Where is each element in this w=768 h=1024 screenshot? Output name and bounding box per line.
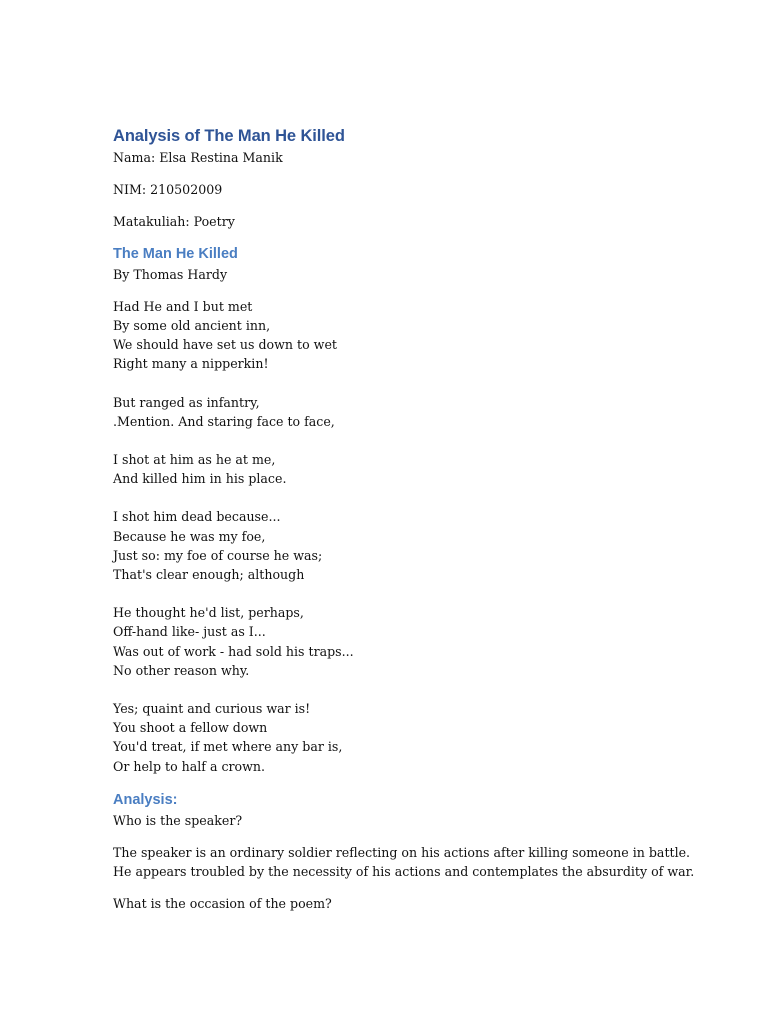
poem-line: And killed him in his place. xyxy=(113,471,287,487)
poem-line: Just so: my foe of course he was; xyxy=(113,547,323,563)
poem-stanza xyxy=(113,297,673,374)
poem-line: .Mention. And staring face to face, xyxy=(113,413,335,429)
poem-stanza xyxy=(113,699,673,776)
poem-line: No other reason why. xyxy=(113,662,250,678)
poem-stanza xyxy=(113,450,673,488)
student-nim: NIM: 210502009 xyxy=(113,182,223,198)
poem-stanza xyxy=(113,393,673,431)
analysis-heading: Analysis: xyxy=(113,791,178,808)
poem-line: We should have set us down to wet xyxy=(113,337,337,353)
analysis-answer-line: The speaker is an ordinary soldier reflecting on his actions after killing someone in battle. xyxy=(113,845,691,861)
poem-line: But ranged as infantry, xyxy=(113,394,260,410)
student-name: Nama: Elsa Restina Manik xyxy=(113,150,283,165)
poem-heading: The Man He Killed xyxy=(113,245,238,262)
poem-line: He thought he'd list, perhaps, xyxy=(113,605,304,621)
poem-line: Right many a nipperkin! xyxy=(113,356,269,372)
poem-line: Was out of work - had sold his traps... xyxy=(113,643,354,659)
poem-line: Off-hand like- just as I... xyxy=(113,624,266,640)
poem-line: You shoot a fellow down xyxy=(113,720,268,736)
analysis-question: What is the occasion of the poem? xyxy=(113,896,332,912)
poem-author: By Thomas Hardy xyxy=(113,266,228,282)
poem-stanza xyxy=(113,507,673,584)
poem-stanza xyxy=(113,603,673,680)
poem-line: That's clear enough; although xyxy=(113,567,305,583)
analysis-question: Who is the speaker? xyxy=(113,812,243,828)
poem-line: I shot at him as he at me, xyxy=(113,452,276,468)
poem-line: Because he was my foe, xyxy=(113,528,266,544)
poem-line: I shot him dead because... xyxy=(113,509,281,525)
poem-line: Had He and I but met xyxy=(113,298,253,314)
poem-line: Yes; quaint and curious war is! xyxy=(113,701,311,717)
poem-line: You'd treat, if met where any bar is, xyxy=(113,739,343,755)
poem-line: By some old ancient inn, xyxy=(113,318,271,334)
poem-line: Or help to half a crown. xyxy=(113,758,266,774)
document-body xyxy=(113,124,695,914)
course-name: Matakuliah: Poetry xyxy=(113,214,235,230)
document-title: Analysis of The Man He Killed xyxy=(113,127,345,145)
analysis-answer-line: He appears troubled by the necessity of his actions and contemplates the absurdity of war. xyxy=(113,864,695,880)
